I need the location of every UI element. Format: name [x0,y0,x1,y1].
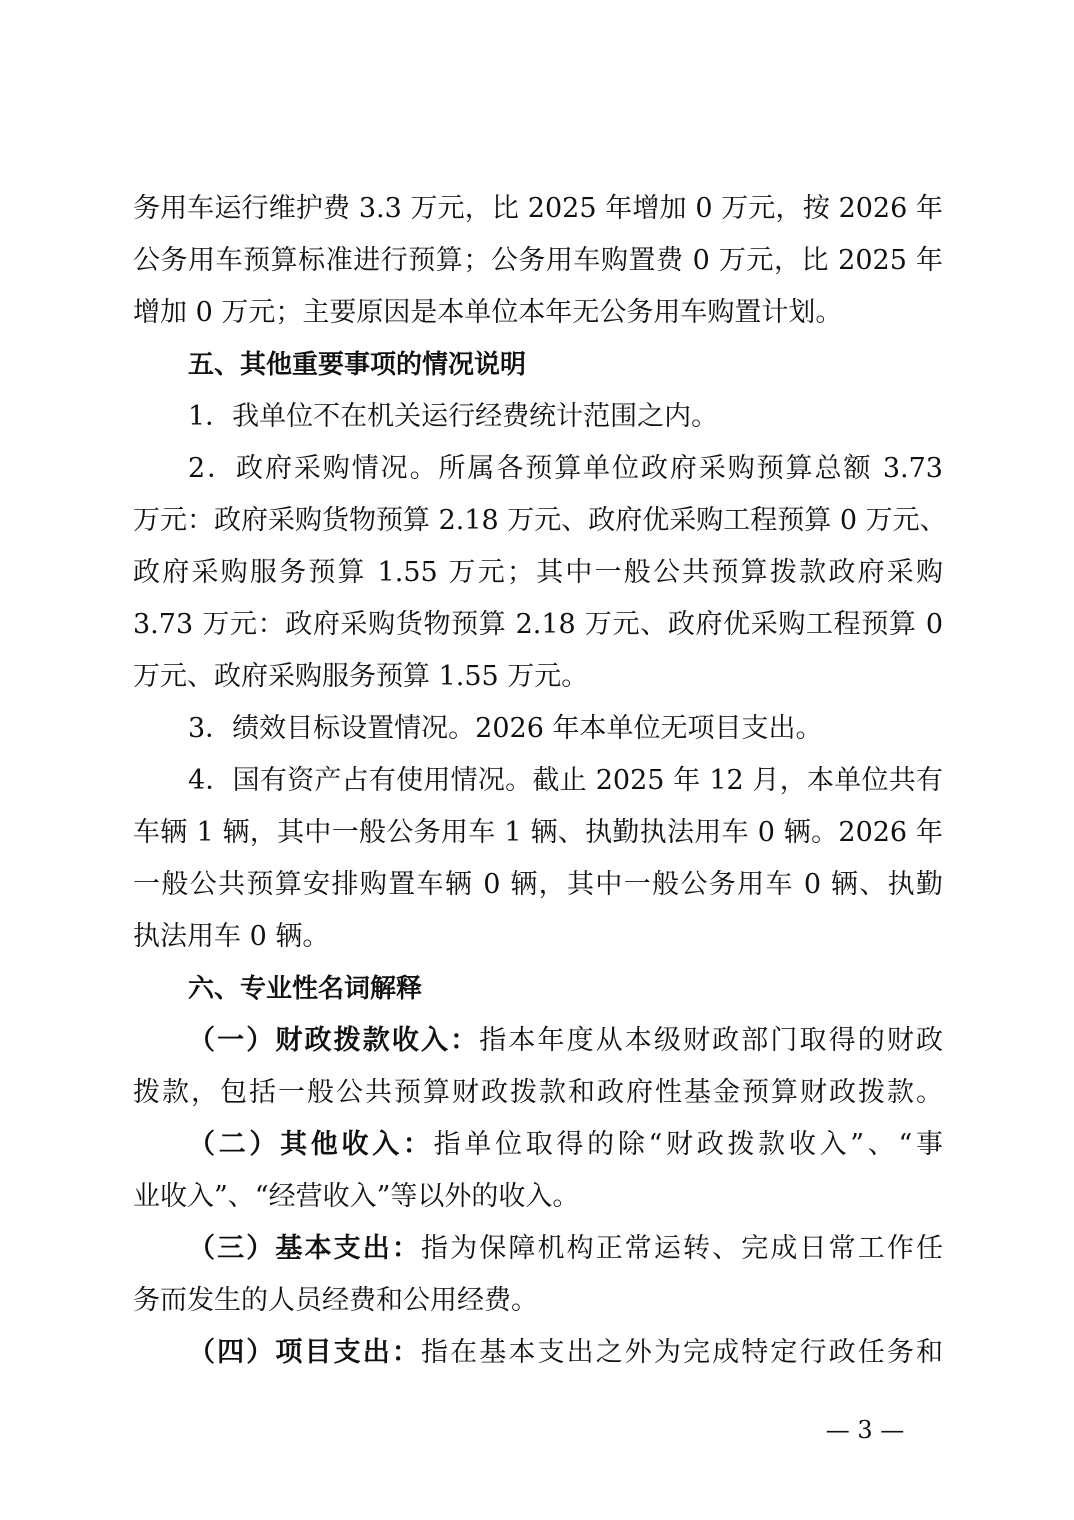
term-label: （二）其他收入： [188,1129,434,1160]
term-definition: （三）基本支出：指为保障机构正常运转、完成日常工作任 [188,1233,944,1264]
body-line: 4．国有资产占有使用情况。截止 2025 年 12 月，本单位共有 [188,765,943,796]
section-heading: 五、其他重要事项的情况说明 [188,350,527,380]
body-line: 3.73 万元：政府采购货物预算 2.18 万元、政府优采购工程预算 0 [133,609,943,640]
body-line: 执法用车 0 辆。 [133,921,330,952]
term-label: （四）项目支出： [188,1337,421,1368]
body-line: 车辆 1 辆，其中一般公务用车 1 辆、执勤执法用车 0 辆。2026 年 [133,817,943,848]
body-line: 万元：政府采购货物预算 2.18 万元、政府优采购工程预算 0 万元、 [133,505,947,536]
body-line: 一般公共预算安排购置车辆 0 辆，其中一般公务用车 0 辆、执勤 [133,869,943,900]
term-label: （三）基本支出： [188,1233,421,1264]
page-number: — 3 — [825,1416,905,1444]
term-definition: （一）财政拨款收入：指本年度从本级财政部门取得的财政 [188,1025,944,1056]
section-heading: 六、专业性名词解释 [188,974,423,1004]
body-line: 3．绩效目标设置情况。2026 年本单位无项目支出。 [188,713,823,744]
body-line: 万元、政府采购服务预算 1.55 万元。 [133,661,589,692]
term-definition: （二）其他收入：指单位取得的除“财政拨款收入”、“事 [188,1129,943,1160]
body-line: 1．我单位不在机关运行经费统计范围之内。 [188,401,719,432]
term-definition: （四）项目支出：指在基本支出之外为完成特定行政任务和 [188,1337,944,1368]
body-line: 务而发生的人员经费和公用经费。 [133,1285,538,1316]
body-line: 拨款，包括一般公共预算财政拨款和政府性基金预算财政拨款。 [133,1077,943,1108]
body-line: 务用车运行维护费 3.3 万元，比 2025 年增加 0 万元，按 2026 年 [133,193,943,224]
body-line: 政府采购服务预算 1.55 万元；其中一般公共预算拨款政府采购 [133,557,943,588]
body-line: 2．政府采购情况。所属各预算单位政府采购预算总额 3.73 [188,453,943,484]
body-line: 公务用车预算标准进行预算；公务用车购置费 0 万元，比 2025 年 [133,245,943,276]
body-line: 业收入”、“经营收入”等以外的收入。 [133,1181,580,1212]
term-label: （一）财政拨款收入： [188,1025,480,1056]
body-line: 增加 0 万元；主要原因是本单位本年无公务用车购置计划。 [133,297,843,328]
